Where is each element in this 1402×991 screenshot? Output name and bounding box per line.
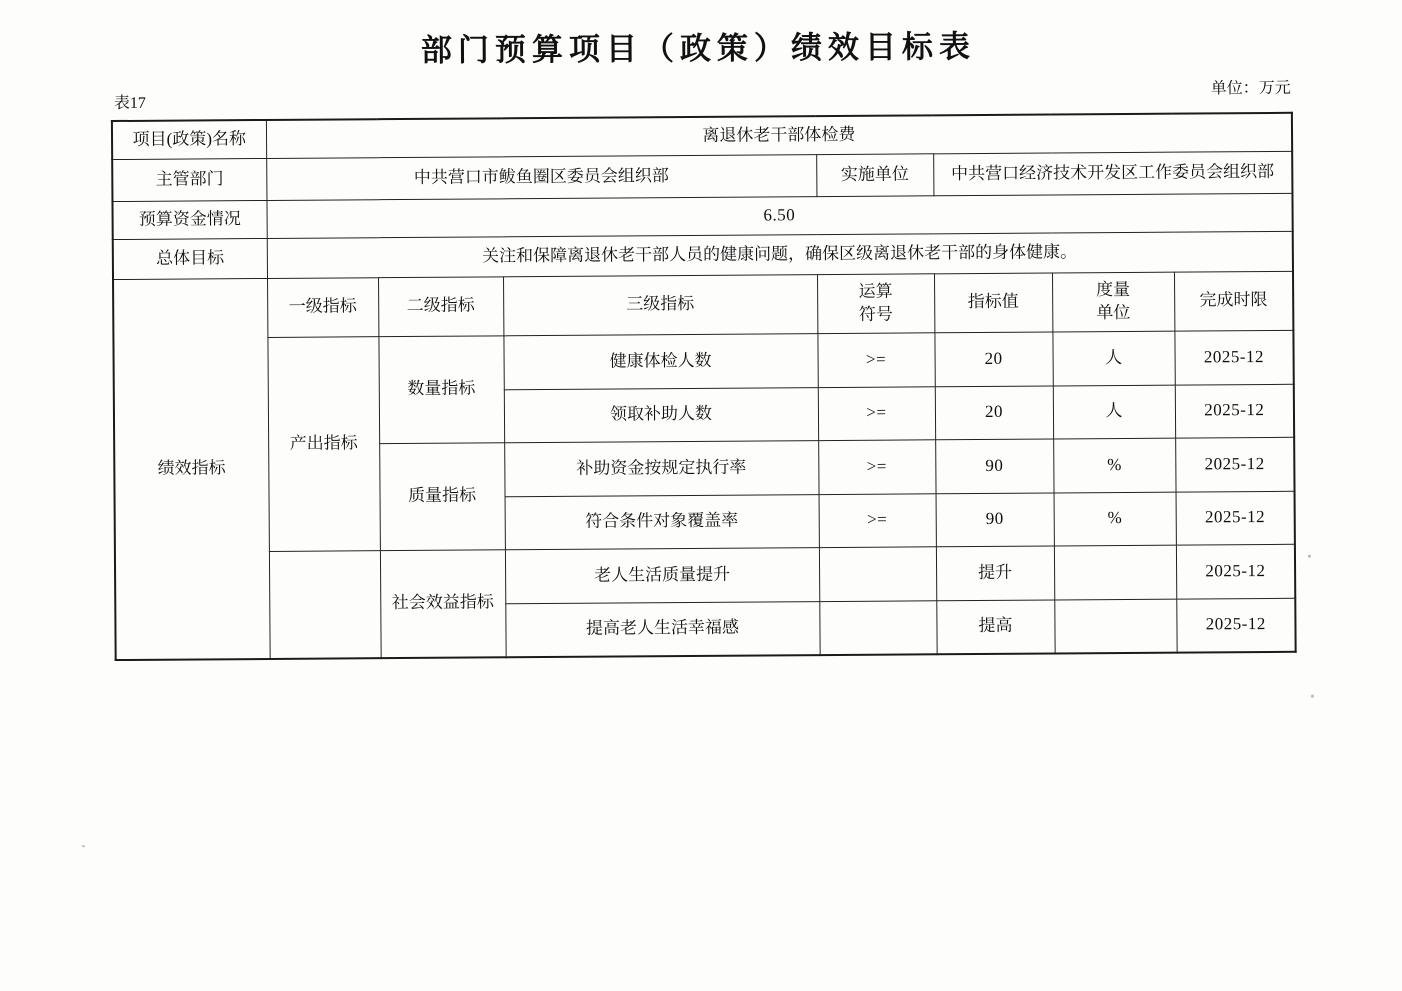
indicator-name-cell: 提高老人生活幸福感 — [505, 601, 819, 657]
operator-cell: >= — [818, 386, 935, 440]
document-title: 部门预算项目（政策）绩效目标表 — [420, 29, 977, 68]
unit-note-label: 单位：万元 — [1210, 79, 1291, 98]
value-cell: 90 — [936, 492, 1054, 546]
implementer-label-cell: 实施单位 — [816, 153, 933, 196]
scan-speck — [1311, 695, 1314, 698]
implementer-value-cell: 中共营口经济技术开发区工作委员会组织部 — [933, 151, 1292, 196]
header-value-cell: 指标值 — [934, 272, 1052, 332]
operator-cell: >= — [817, 332, 934, 387]
header-unit-line2: 单位 — [1096, 302, 1131, 322]
deadline-cell: 2025-12 — [1176, 598, 1295, 653]
deadline-cell: 2025-12 — [1176, 491, 1295, 545]
header-unit-cell — [1052, 272, 1174, 332]
unit-cell: 人 — [1052, 331, 1174, 386]
supervisor-label-cell: 主管部门 — [112, 158, 266, 201]
overall-goal-label-cell: 总体目标 — [113, 238, 267, 279]
unit-cell: % — [1054, 492, 1176, 546]
scan-speck — [82, 845, 85, 847]
level1-social-cell — [269, 550, 381, 659]
operator-cell — [819, 600, 936, 655]
header-operator-line1: 运算 — [858, 281, 893, 301]
header-operator-line2: 符号 — [858, 304, 893, 324]
indicator-row — [115, 544, 1295, 606]
value-cell: 20 — [934, 331, 1052, 386]
value-cell: 90 — [935, 438, 1053, 493]
indicator-name-cell: 老人生活质量提升 — [505, 547, 819, 603]
operator-cell: >= — [818, 439, 935, 494]
level1-output-cell: 产出指标 — [267, 336, 379, 551]
value-cell: 提升 — [936, 545, 1054, 600]
deadline-cell: 2025-12 — [1175, 437, 1294, 492]
value-cell: 20 — [935, 385, 1053, 439]
header-operator-cell — [817, 273, 934, 333]
header-deadline-cell: 完成时限 — [1174, 271, 1293, 331]
indicator-name-cell: 健康体检人数 — [503, 333, 817, 389]
scan-speck — [1308, 555, 1311, 558]
unit-cell — [1054, 545, 1176, 600]
project-name-label-cell: 项目(政策)名称 — [112, 120, 266, 159]
deadline-cell: 2025-12 — [1175, 384, 1294, 438]
header-level1-cell: 一级指标 — [267, 277, 378, 337]
indicator-row — [113, 330, 1293, 392]
indicator-name-cell: 符合条件对象覆盖率 — [505, 494, 819, 549]
unit-cell: 人 — [1053, 385, 1175, 439]
overall-goal-value-cell: 关注和保障离退休老干部人员的健康问题，确保区级离退休老干部的身体健康。 — [267, 231, 1293, 278]
operator-cell — [819, 546, 936, 601]
value-cell: 提高 — [936, 599, 1054, 654]
indicator-header-row — [113, 271, 1293, 338]
unit-cell: % — [1053, 438, 1175, 493]
project-name-value-cell: 离退休老干部体检费 — [266, 113, 1292, 158]
budget-value-cell: 6.50 — [266, 193, 1292, 238]
table-number-label: 表17 — [113, 94, 146, 113]
budget-label-cell: 预算资金情况 — [112, 200, 266, 239]
unit-cell — [1054, 599, 1176, 654]
indicator-name-cell: 补助资金按规定执行率 — [504, 440, 818, 496]
level2-quality-cell: 质量指标 — [379, 442, 505, 550]
performance-indicator-section-cell: 绩效指标 — [113, 278, 270, 660]
deadline-cell: 2025-12 — [1174, 330, 1293, 385]
header-unit-line1: 度量 — [1096, 279, 1131, 299]
header-level2-cell: 二级指标 — [378, 276, 503, 336]
level2-quantity-cell: 数量指标 — [378, 335, 504, 443]
supervisor-value-cell: 中共营口市鲅鱼圈区委员会组织部 — [266, 154, 816, 200]
indicator-name-cell: 领取补助人数 — [504, 387, 818, 442]
header-level3-cell: 三级指标 — [503, 274, 817, 335]
performance-target-table — [111, 112, 1297, 661]
level2-social-benefit-cell: 社会效益指标 — [380, 549, 506, 658]
deadline-cell: 2025-12 — [1176, 544, 1295, 599]
operator-cell: >= — [819, 493, 936, 547]
